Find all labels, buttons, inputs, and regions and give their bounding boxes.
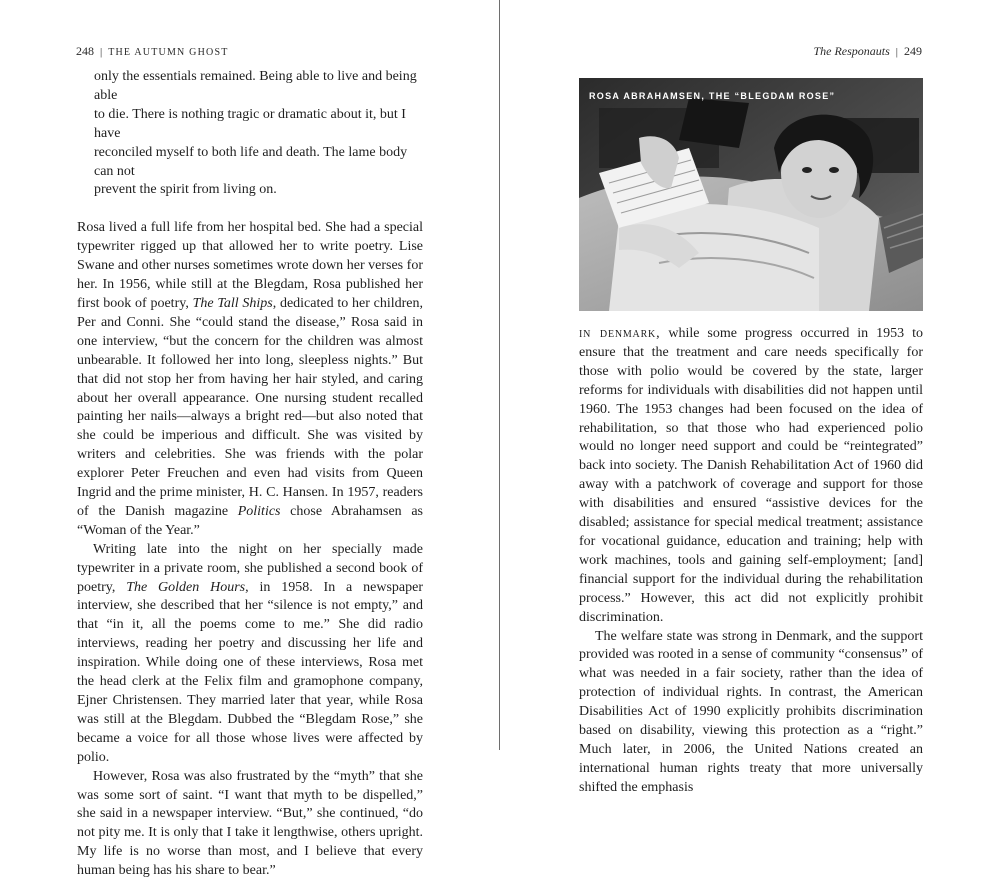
section-lead-in: in denmark, <box>579 326 661 341</box>
left-text-column <box>77 68 423 881</box>
right-running-header <box>813 44 922 59</box>
paragraph-text: , dedicated to her children, Per and Conni. She “could stand the disease,” Rosa said in one interview, “but the concern for the children was almost unbearable. It followed her into long, sleepless nights.” But that did not stop her from having her hair styled, and caring about her overall appearance. One nursing student recalled painting her nails—always a bright red—but also noted that she could be imperious and difficult. She was visited by writers and celebrities. She was friends with the polar explorer Peter Freuchen and even had visits from Queen Ingrid and the prime minister, H. C. Hansen. In 1957, readers of the Danish magazine <box>77 295 423 519</box>
rosa-photograph <box>579 78 923 311</box>
left-running-header <box>76 44 229 59</box>
magazine-title: Politics <box>237 503 281 519</box>
right-page <box>500 0 1000 795</box>
paragraph-text: while some progress occurred in 1953 to ensure that the treatment and care needs specifically for those with polio would be covered by the state, larger reforms for individuals with disabilities did not happen until 1960. The 1953 changes had been focused on the idea of rehabilitation, so that those who had experienced polio would no longer need support and could be “reintegrated” back into society. The Danish Rehabilitation Act of 1960 did away with a patchwork of coverage and support for those with disabilities and ensured “assistive devices for the disabled; assistance for special medical treatment; assistance for vocational guidance, education and training; help with work machines, tools and gaining self-employment; [and] financial support for the individual during the rehabilitation process.” However, this act did not explicitly prohibit discrimination. <box>579 326 923 625</box>
quote-line: only the essentials remained. Being able to live and being able <box>94 69 417 103</box>
header-separator: | <box>100 46 103 58</box>
quote-line: reconciled myself to both life and death. The lame body can not <box>94 144 408 179</box>
quote-line: prevent the spirit from living on. <box>94 182 277 198</box>
paragraph <box>77 541 423 768</box>
right-page-number: 249 <box>904 44 922 58</box>
paragraph-text: , in 1958. In a newspaper interview, she described that her “silence is not empty,” and that “in it, all the poems come to me.” She did radio interviews, reading her poetry and discussing her life and inspiration. While doing one of these interviews, Rosa met the head clerk at the Felix film and gramophone company, Ejner Christensen. They married later that year, while Rosa was still at the Blegdam. Dubbed the “Blegdam Rose,” she became a voice for all those whose lives were affected by polio. <box>77 579 423 765</box>
left-page-number: 248 <box>76 44 94 58</box>
header-separator: | <box>895 46 898 58</box>
left-running-title: THE AUTUMN GHOST <box>108 47 229 58</box>
photo-illustration <box>579 78 923 311</box>
paragraph-gap <box>77 200 423 219</box>
block-quote <box>94 68 423 200</box>
paragraph <box>579 325 923 628</box>
quote-line: to die. There is nothing tragic or dramatic about it, but I have <box>94 106 406 141</box>
paragraph: However, Rosa was also frustrated by the “myth” that she was some sort of saint. “I want that myth to be dispelled,” she said in a newspaper interview. “But,” she continued, “do not pity me. It is only that I take it lengthwise, others upright. My life is no worse than most, and I believe that every human being has his share to bear.” <box>77 768 423 879</box>
paragraph-text: chose Abrahamsen as “Woman of the Year.” <box>77 503 423 538</box>
photo-caption: ROSA ABRAHAMSEN, THE “BLEGDAM ROSE” <box>589 91 836 101</box>
right-running-title: The Responauts <box>813 44 890 58</box>
paragraph: The welfare state was strong in Denmark, and the support provided was rooted in a sense of community “consensus” of what was needed in a fair society, rather than the idea of protection of individual rights. In contrast, the American Disabilities Act of 1990 explicitly prohibits discrimination based on disability, viewing this protection as a “right.” Much later, in 2006, the United Nations created an international human rights treaty that more universally shifted the emphasis <box>579 628 923 795</box>
book-title: The Golden Hours <box>126 579 246 595</box>
right-text-column <box>579 325 923 798</box>
book-title: The Tall Ships <box>192 295 273 311</box>
paragraph-text: Rosa lived a full life from her hospital bed. She had a special typewriter rigged up that allowed her to write poetry. Lise Swane and other nurses sometimes wrote down her verses for her. In 1956, while still at the Blegdam, Rosa published her first book of poetry, <box>77 220 423 311</box>
paragraph-text: Writing late into the night on her specially made typewriter in a private room, she published a second book of poetry, <box>77 541 423 595</box>
left-page <box>0 0 499 879</box>
paragraph <box>77 219 423 540</box>
